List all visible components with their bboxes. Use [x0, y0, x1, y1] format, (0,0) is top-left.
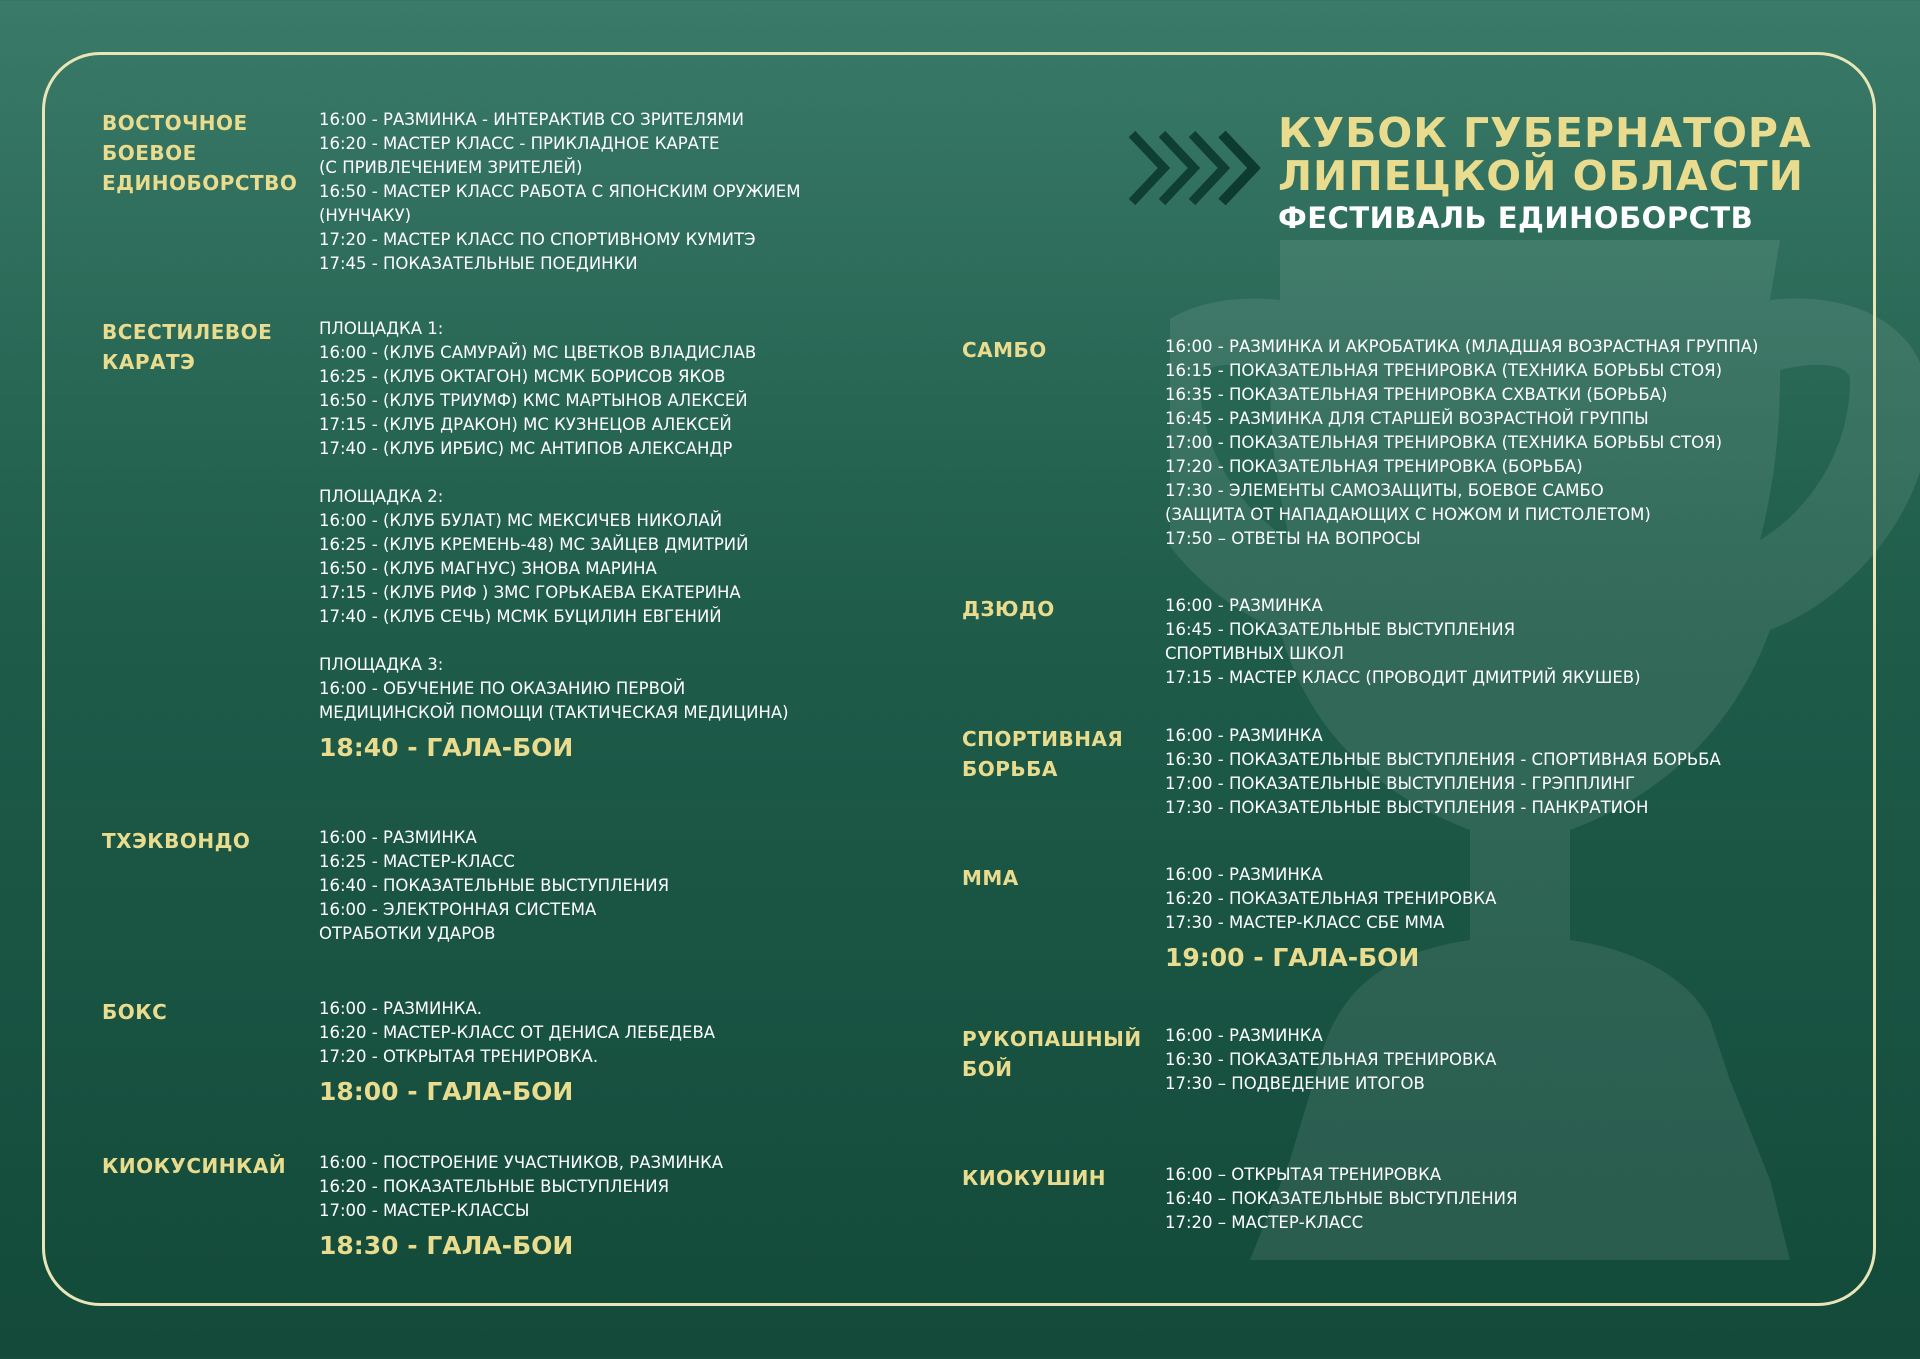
line-gap [319, 461, 789, 485]
schedule-line: 17:00 - ПОКАЗАТЕЛЬНАЯ ТРЕНИРОВКА (ТЕХНИКА БОРЬБЫ СТОЯ) [1165, 433, 1723, 452]
schedule-line: 16:00 - РАЗМИНКА - ИНТЕРАКТИВ СО ЗРИТЕЛЯМИ [319, 110, 745, 129]
chevrons-right-icon [1128, 130, 1268, 210]
schedule-line: СПОРТИВНЫХ ШКОЛ [1165, 644, 1344, 663]
schedule-line: 16:00 - (КЛУБ БУЛАТ) МС МЕКСИЧЕВ НИКОЛАЙ [319, 511, 723, 530]
schedule-line: 17:20 - ПОКАЗАТЕЛЬНАЯ ТРЕНИРОВКА (БОРЬБА) [1165, 457, 1583, 476]
schedule-line: 16:00 - РАЗМИНКА [1165, 1026, 1323, 1045]
schedule-line: 17:45 - ПОКАЗАТЕЛЬНЫЕ ПОЕДИНКИ [319, 254, 638, 273]
schedule-line: 17:20 – МАСТЕР-КЛАСС [1165, 1213, 1364, 1232]
schedule-line: 17:00 - МАСТЕР-КЛАССЫ [319, 1201, 530, 1220]
section-title: БОКС [102, 1000, 168, 1024]
schedule-line: 16:00 - РАЗМИНКА [1165, 596, 1323, 615]
gala-fights: 18:00 - ГАЛА-БОИ [319, 1077, 574, 1106]
schedule-line: 16:00 - РАЗМИНКА [1165, 726, 1323, 745]
schedule-line: 16:20 - ПОКАЗАТЕЛЬНАЯ ТРЕНИРОВКА [1165, 889, 1497, 908]
section-title: СПОРТИВНАЯ БОРЬБА [962, 727, 1124, 781]
schedule-line: 16:15 - ПОКАЗАТЕЛЬНАЯ ТРЕНИРОВКА (ТЕХНИКА БОРЬБЫ СТОЯ) [1165, 361, 1723, 380]
event-title-line-1: КУБОК ГУБЕРНАТОРА [1278, 109, 1812, 157]
schedule-line: 17:30 - ПОКАЗАТЕЛЬНЫЕ ВЫСТУПЛЕНИЯ - ПАНКРАТИОН [1165, 798, 1649, 817]
section-title: САМБО [962, 338, 1047, 362]
gala-fights: 18:30 - ГАЛА-БОИ [319, 1231, 574, 1260]
schedule-line: ОТРАБОТКИ УДАРОВ [319, 924, 496, 943]
section-title: КИОКУСИНКАЙ [102, 1154, 287, 1178]
schedule-line: 17:30 - ЭЛЕМЕНТЫ САМОЗАЩИТЫ, БОЕВОЕ САМБО [1165, 481, 1604, 500]
schedule-line: 16:20 - МАСТЕР-КЛАСС ОТ ДЕНИСА ЛЕБЕДЕВА [319, 1023, 716, 1042]
schedule-line: 16:00 – ОТКРЫТАЯ ТРЕНИРОВКА [1165, 1165, 1442, 1184]
schedule-line: 16:00 - РАЗМИНКА. [319, 999, 483, 1018]
schedule-line: ПЛОЩАДКА 1: [319, 319, 444, 338]
schedule-lines [319, 108, 800, 276]
schedule-line: 16:00 - (КЛУБ САМУРАЙ) МС ЦВЕТКОВ ВЛАДИСЛАВ [319, 343, 757, 362]
schedule-line: 16:00 - РАЗМИНКА [1165, 865, 1323, 884]
schedule-line: 16:35 - ПОКАЗАТЕЛЬНАЯ ТРЕНИРОВКА СХВАТКИ (БОРЬБА) [1165, 385, 1668, 404]
schedule-line: 16:30 - ПОКАЗАТЕЛЬНЫЕ ВЫСТУПЛЕНИЯ - СПОРТИВНАЯ БОРЬБА [1165, 750, 1721, 769]
section-title: ДЗЮДО [962, 597, 1055, 621]
schedule-line: 16:40 – ПОКАЗАТЕЛЬНЫЕ ВЫСТУПЛЕНИЯ [1165, 1189, 1518, 1208]
schedule-line: 17:40 - (КЛУБ СЕЧЬ) МСМК БУЦИЛИН ЕВГЕНИЙ [319, 607, 722, 626]
schedule-line: 17:30 - МАСТЕР-КЛАСС СБЕ ММА [1165, 913, 1445, 932]
gala-fights: 19:00 - ГАЛА-БОИ [1165, 943, 1420, 972]
gala-fights: 18:40 - ГАЛА-БОИ [319, 733, 574, 762]
schedule-line: 17:15 - (КЛУБ РИФ ) ЗМС ГОРЬКАЕВА ЕКАТЕРИНА [319, 583, 741, 602]
schedule-lines [1165, 594, 1641, 690]
line-gap [319, 629, 789, 653]
schedule-line: 16:00 - ОБУЧЕНИЕ ПО ОКАЗАНИЮ ПЕРВОЙ [319, 679, 686, 698]
schedule-line: МЕДИЦИНСКОЙ ПОМОЩИ (ТАКТИЧЕСКАЯ МЕДИЦИНА) [319, 703, 789, 722]
section-title: ТХЭКВОНДО [102, 829, 251, 853]
schedule-lines [1165, 1024, 1496, 1096]
event-title-line-2: ЛИПЕЦКОЙ ОБЛАСТИ [1278, 152, 1804, 200]
schedule-line: 16:20 - ПОКАЗАТЕЛЬНЫЕ ВЫСТУПЛЕНИЯ [319, 1177, 670, 1196]
section-title: ВОСТОЧНОЕ БОЕВОЕ ЕДИНОБОРСТВО [102, 111, 298, 195]
schedule-lines [1165, 335, 1758, 551]
schedule-line: 16:25 - (КЛУБ ОКТАГОН) МСМК БОРИСОВ ЯКОВ [319, 367, 726, 386]
schedule-lines [1165, 863, 1496, 977]
schedule-line: (ЗАЩИТА ОТ НАПАДАЮЩИХ С НОЖОМ И ПИСТОЛЕТОМ) [1165, 505, 1651, 524]
schedule-line: 17:20 - ОТКРЫТАЯ ТРЕНИРОВКА. [319, 1047, 599, 1066]
schedule-lines [319, 1151, 723, 1265]
schedule-lines [319, 317, 789, 767]
schedule-line: ПЛОЩАДКА 2: [319, 487, 444, 506]
schedule-line: 16:50 - (КЛУБ МАГНУС) ЗНОВА МАРИНА [319, 559, 657, 578]
schedule-line: 16:00 - ПОСТРОЕНИЕ УЧАСТНИКОВ, РАЗМИНКА [319, 1153, 724, 1172]
schedule-line: (С ПРИВЛЕЧЕНИЕМ ЗРИТЕЛЕЙ) [319, 158, 583, 177]
schedule-line: 16:00 - РАЗМИНКА [319, 828, 477, 847]
schedule-line: 17:40 - (КЛУБ ИРБИС) МС АНТИПОВ АЛЕКСАНДР [319, 439, 733, 458]
event-subtitle: ФЕСТИВАЛЬ ЕДИНОБОРСТВ [1278, 201, 1754, 235]
section-title: РУКОПАШНЫЙ БОЙ [962, 1027, 1142, 1081]
schedule-line: 16:25 - МАСТЕР-КЛАСС [319, 852, 515, 871]
schedule-line: 16:40 - ПОКАЗАТЕЛЬНЫЕ ВЫСТУПЛЕНИЯ [319, 876, 670, 895]
section-title: ММА [962, 866, 1019, 890]
schedule-line: 17:20 - МАСТЕР КЛАСС ПО СПОРТИВНОМУ КУМИТЭ [319, 230, 756, 249]
schedule-line: 17:30 – ПОДВЕДЕНИЕ ИТОГОВ [1165, 1074, 1425, 1093]
schedule-lines [1165, 724, 1721, 820]
schedule-line: 16:45 - РАЗМИНКА ДЛЯ СТАРШЕЙ ВОЗРАСТНОЙ ГРУППЫ [1165, 409, 1649, 428]
schedule-lines [1165, 1163, 1517, 1235]
schedule-line: 16:00 - РАЗМИНКА И АКРОБАТИКА (МЛАДШАЯ ВОЗРАСТНАЯ ГРУППА) [1165, 337, 1759, 356]
schedule-line: 16:50 - (КЛУБ ТРИУМФ) КМС МАРТЫНОВ АЛЕКСЕЙ [319, 391, 748, 410]
schedule-line: 16:50 - МАСТЕР КЛАСС РАБОТА С ЯПОНСКИМ ОРУЖИЕМ [319, 182, 801, 201]
schedule-line: 16:30 - ПОКАЗАТЕЛЬНАЯ ТРЕНИРОВКА [1165, 1050, 1497, 1069]
schedule-lines [319, 826, 669, 946]
schedule-line: ПЛОЩАДКА 3: [319, 655, 444, 674]
schedule-line: 17:15 - (КЛУБ ДРАКОН) МС КУЗНЕЦОВ АЛЕКСЕЙ [319, 415, 732, 434]
schedule-line: 16:45 - ПОКАЗАТЕЛЬНЫЕ ВЫСТУПЛЕНИЯ [1165, 620, 1516, 639]
schedule-line: 16:00 - ЭЛЕКТРОННАЯ СИСТЕМА [319, 900, 597, 919]
schedule-line: (НУНЧАКУ) [319, 206, 412, 225]
section-title: ВСЕСТИЛЕВОЕ КАРАТЭ [102, 320, 273, 374]
schedule-line: 16:25 - (КЛУБ КРЕМЕНЬ-48) МС ЗАЙЦЕВ ДМИТРИЙ [319, 535, 749, 554]
schedule-line: 17:50 – ОТВЕТЫ НА ВОПРОСЫ [1165, 529, 1421, 548]
schedule-line: 16:20 - МАСТЕР КЛАСС - ПРИКЛАДНОЕ КАРАТЕ [319, 134, 720, 153]
schedule-line: 17:00 - ПОКАЗАТЕЛЬНЫЕ ВЫСТУПЛЕНИЯ - ГРЭППЛИНГ [1165, 774, 1636, 793]
schedule-lines [319, 997, 715, 1111]
schedule-line: 17:15 - МАСТЕР КЛАСС (ПРОВОДИТ ДМИТРИЙ ЯКУШЕВ) [1165, 668, 1641, 687]
section-title: КИОКУШИН [962, 1166, 1107, 1190]
